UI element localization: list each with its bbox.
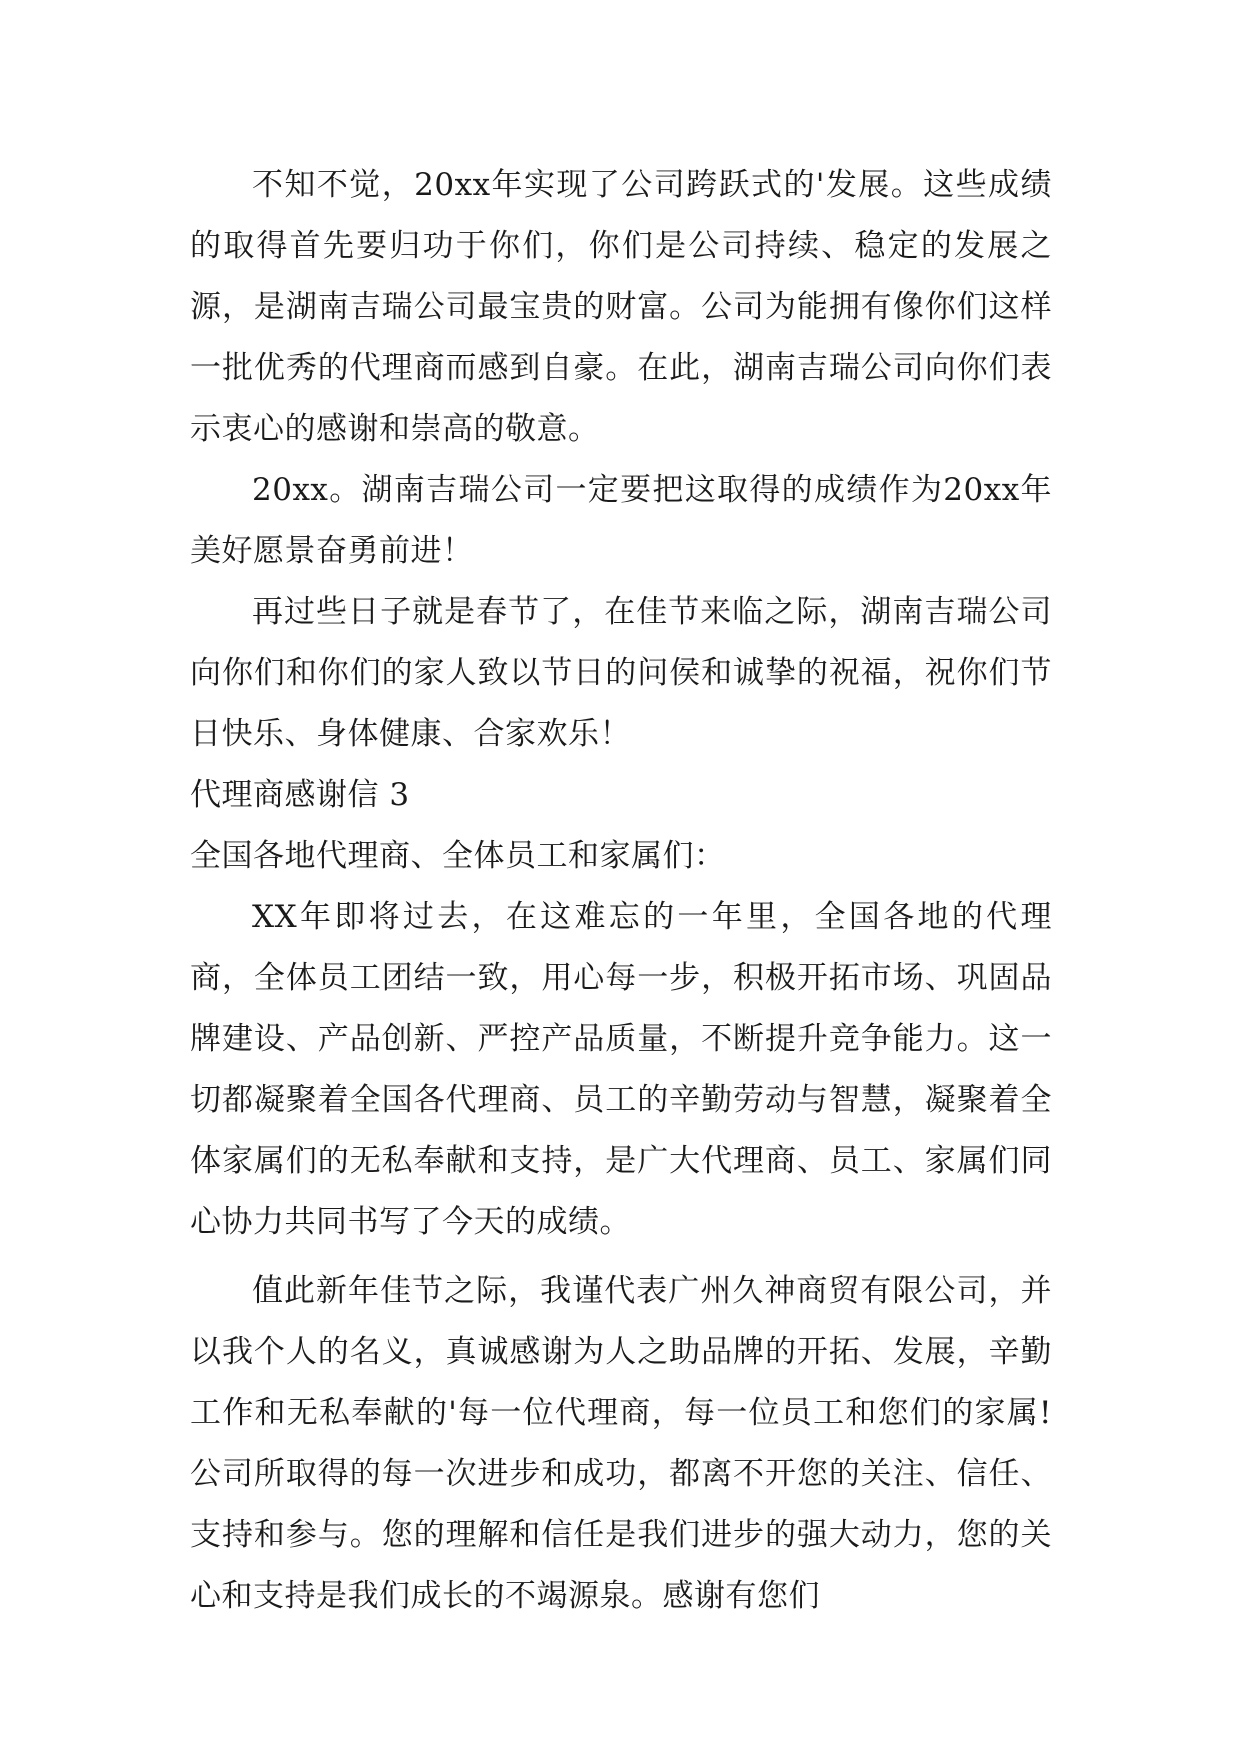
paragraph-year-review: XX年即将过去，在这难忘的一年里，全国各地的代理商，全体员工团结一致，用心每一步，积极开拓市场、巩固品牌建设、产品创新、严控产品质量，不断提升竞争能力。这一切都凝聚着全国各代理商、员工的辛勤劳动与智慧，凝聚着全体家属们的无私奉献和支持，是广大代理商、员工、家属们同心协力共同书写了今天的成绩。 [190, 899, 1052, 1240]
section-title: 代理商感谢信 3 [190, 777, 410, 813]
paragraph-vision: 20xx。湖南吉瑞公司一定要把这取得的成绩作为20xx年美好愿景奋勇前进！ [190, 472, 1052, 569]
paragraph-achievements: 不知不觉，20xx年实现了公司跨跃式的'发展。这些成绩的取得首先要归功于你们，你们是公司持续、稳定的发展之源，是湖南吉瑞公司最宝贵的财富。公司为能拥有像你们这样一批优秀的代理商而感到自豪。在此，湖南吉瑞公司向你们表示衷心的感谢和崇高的敬意。 [190, 167, 1052, 447]
paragraph-thanks: 值此新年佳节之际，我谨代表广州久神商贸有限公司，并以我个人的名义，真诚感谢为人之助品牌的开拓、发展，辛勤工作和无私奉献的'每一位代理商，每一位员工和您们的家属!公司所取得的每一次进步和成功，都离不开您的关注、信任、支持和参与。您的理解和信任是我们进步的强大动力，您的关心和支持是我们成长的不竭源泉。感谢有您们 [190, 1273, 1052, 1614]
document-body [190, 155, 1052, 1627]
paragraph-spacer [190, 1253, 1052, 1261]
paragraph-spring-festival: 再过些日子就是春节了，在佳节来临之际，湖南吉瑞公司向你们和你们的家人致以节日的问侯和诚挚的祝福，祝你们节日快乐、身体健康、合家欢乐！ [190, 594, 1052, 752]
salutation: 全国各地代理商、全体员工和家属们： [190, 838, 726, 874]
